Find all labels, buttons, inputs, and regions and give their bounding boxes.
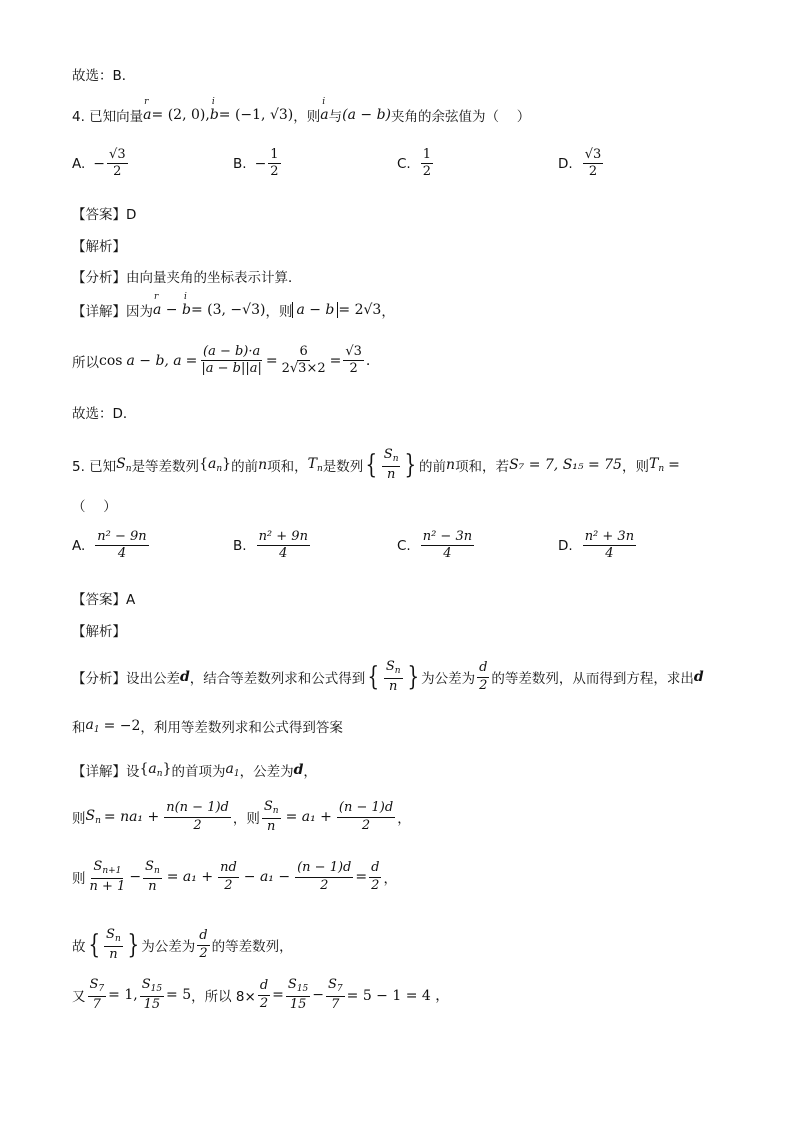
text: ， bbox=[381, 304, 395, 320]
fraction: $\frac{S_n}{n}$ bbox=[385, 659, 401, 694]
answer: 【答案】A bbox=[72, 592, 136, 608]
numerator: n² + 3n bbox=[583, 530, 636, 546]
fraction: $\frac{n(n - 1)d}{2}$ bbox=[166, 800, 229, 833]
analysis-heading bbox=[72, 620, 126, 640]
fraction: $\frac{(n - 1)d}{2}$ bbox=[297, 860, 352, 893]
answer-line bbox=[72, 588, 135, 608]
option-label: B. bbox=[233, 537, 247, 554]
denominator: 4 bbox=[605, 546, 614, 562]
analysis-line bbox=[72, 266, 302, 286]
text: 则 bbox=[72, 811, 86, 828]
option-a[interactable] bbox=[72, 530, 151, 562]
text: ，利用等差数列求和公式得到答案 bbox=[140, 720, 343, 736]
fraction: $\frac{S_7}{7}$ bbox=[328, 977, 343, 1012]
text: 与 bbox=[328, 109, 343, 125]
math: = a₁ + bbox=[166, 869, 214, 886]
text: ，则 bbox=[232, 811, 260, 828]
analysis-line: 【分析】设出公差 d ，结合等差数列求和公式得到 { $\frac{S_n}{n}$ } 为公差为 $\frac{d}{2}$ 的等差数列，从而得到方程，求出 d bbox=[72, 659, 704, 694]
option-b[interactable] bbox=[233, 148, 283, 180]
numerator: n² − 3n bbox=[421, 530, 474, 546]
numerator: (a − b)·a bbox=[201, 345, 262, 361]
option-label: D. bbox=[558, 537, 573, 554]
question-4 bbox=[72, 105, 530, 125]
math: $\{a_n\}$ bbox=[199, 456, 232, 475]
text: 为公差为 bbox=[141, 939, 196, 956]
math: = bbox=[668, 457, 680, 474]
denominator: |a − b||a| bbox=[201, 361, 262, 377]
text: 故选：B． bbox=[72, 68, 136, 84]
fraction: $\frac{S_n}{n}$ bbox=[263, 799, 279, 834]
option-label: B. bbox=[233, 155, 247, 172]
text: 【解析】 bbox=[72, 624, 126, 640]
fraction bbox=[257, 530, 310, 562]
analysis-line: 和 $a_1$ = −2 ，利用等差数列求和公式得到答案 bbox=[72, 717, 343, 736]
text: 所以 bbox=[72, 354, 99, 371]
text: ，则 bbox=[293, 109, 321, 125]
fraction: $\frac{d}{2}$ bbox=[199, 928, 208, 961]
text: ，则 bbox=[265, 304, 293, 320]
answer: 【答案】D bbox=[72, 207, 137, 223]
math: = na₁ + bbox=[103, 809, 160, 826]
fraction bbox=[583, 530, 636, 562]
option-label: D. bbox=[558, 155, 573, 172]
text: ，结合等差数列求和公式得到 bbox=[189, 671, 366, 688]
fraction: $\frac{S_{15}}{15}$ bbox=[287, 977, 309, 1012]
fraction bbox=[421, 530, 474, 562]
cos-line: 所以 cos a − b, a = $\frac{(a - b)\cdot a}{|a - b||a|}$ = $\frac{6}{2√3\times 2}$ = $\frac{√3}{2}$ . bbox=[72, 344, 371, 377]
option-label: C. bbox=[397, 537, 411, 554]
denominator: 2 bbox=[270, 164, 279, 180]
fraction bbox=[199, 345, 264, 377]
math: $S_n$ bbox=[116, 456, 132, 475]
math: (a − b) bbox=[342, 107, 391, 123]
text: 故 bbox=[72, 939, 86, 956]
text: 的前 bbox=[419, 459, 447, 476]
text: 【分析】设出公差 bbox=[72, 671, 180, 688]
math: = −2 bbox=[103, 718, 141, 734]
fraction: $\frac{d}{2}$ bbox=[479, 660, 488, 693]
text: 故选：D． bbox=[72, 406, 137, 422]
math: n bbox=[446, 457, 456, 474]
text: ，则 bbox=[621, 459, 649, 476]
fraction: $\frac{S_{n+1}}{n + 1}$ bbox=[89, 859, 126, 894]
math: = a₁ + bbox=[285, 809, 332, 826]
fraction bbox=[95, 530, 148, 562]
text: 又 bbox=[72, 989, 86, 1006]
text-line bbox=[72, 402, 136, 422]
denominator: 2 bbox=[349, 361, 358, 377]
analysis-heading bbox=[72, 235, 126, 255]
math: $T_n$ bbox=[648, 456, 665, 475]
math: a − b, a bbox=[126, 352, 182, 369]
text: 的等差数列，从而得到方程，求出 bbox=[491, 671, 694, 688]
fraction: $\frac{(n - 1)d}{2}$ bbox=[338, 800, 394, 833]
denominator: 2 bbox=[113, 164, 122, 180]
denominator: 4 bbox=[279, 546, 288, 562]
option-b[interactable] bbox=[233, 530, 312, 562]
math: − a₁ − bbox=[243, 869, 291, 886]
derivation-line bbox=[72, 978, 449, 1012]
text: 项和， bbox=[267, 459, 308, 476]
vector-a: r a bbox=[143, 107, 151, 123]
numerator: √3 bbox=[107, 148, 128, 164]
fraction bbox=[583, 148, 604, 180]
text: 夹角的余弦值为（ ） bbox=[391, 109, 531, 125]
numerator: n² + 9n bbox=[257, 530, 310, 546]
question-5: 5. 已知 $S_n$ 是等差数列 $\{a_n\}$ 的前 n 项和， $T_n$ 是数列 { $\frac{S_n}{n}$ } 的前 n 项和，若 S₇ = 7, S₁₅ = 75 ，则 $T_n$ = bbox=[72, 447, 680, 482]
fraction bbox=[107, 148, 128, 180]
math: n bbox=[258, 457, 268, 474]
vector-b: i b bbox=[182, 302, 191, 318]
math: = 2√3 bbox=[338, 302, 382, 318]
fraction bbox=[343, 345, 364, 377]
derivation-line: 故 { $\frac{S_n}{n}$ } 为公差为 $\frac{d}{2}$ 的等差数列， bbox=[72, 927, 293, 962]
answer-line bbox=[72, 203, 136, 223]
numerator: √3 bbox=[343, 345, 364, 361]
option-c[interactable] bbox=[397, 148, 435, 180]
numerator: 1 bbox=[421, 148, 433, 164]
vector-a: i a bbox=[320, 107, 328, 123]
derivation-line: 则 $S_n$ = na₁ + $\frac{n(n - 1)d}{2}$ ，则 $\frac{S_n}{n}$ = a₁ + $\frac{(n - 1)d}{2}$ ， bbox=[72, 799, 411, 834]
numerator: 1 bbox=[268, 148, 280, 164]
option-label: A. bbox=[72, 537, 86, 554]
math: = bbox=[272, 987, 284, 1004]
text: 【分析】由向量夹角的坐标表示计算． bbox=[72, 270, 302, 286]
question-number: 4. 已知向量 bbox=[72, 109, 144, 125]
math: = 5 − 1 = 4 ， bbox=[346, 988, 450, 1005]
math: S₇ = 7, S₁₅ = 75 bbox=[509, 457, 622, 474]
text: 【详解】设 bbox=[72, 764, 140, 780]
fraction: $\frac{S_n}{n}$ bbox=[383, 447, 399, 482]
text: ， bbox=[303, 764, 317, 780]
option-a[interactable] bbox=[72, 148, 130, 180]
text: ， bbox=[397, 811, 411, 828]
text-line bbox=[72, 64, 135, 84]
text: 【解析】 bbox=[72, 239, 126, 255]
numerator: n² − 9n bbox=[95, 530, 148, 546]
option-label: C. bbox=[397, 155, 411, 172]
denominator: 4 bbox=[117, 546, 127, 562]
sign: − bbox=[254, 155, 267, 172]
math: = (3, −√3) bbox=[190, 302, 266, 318]
text: 的前 bbox=[231, 459, 259, 476]
vector-a: r a bbox=[153, 302, 161, 318]
text: 则 bbox=[72, 871, 86, 888]
fraction: $\frac{S_n}{n}$ bbox=[145, 859, 160, 894]
denominator: 2 bbox=[422, 164, 431, 180]
text: 为公差为 bbox=[421, 671, 476, 688]
text-line bbox=[72, 495, 117, 515]
math: = (2, 0), bbox=[151, 107, 210, 123]
math: = 5 bbox=[166, 987, 192, 1004]
numerator: √3 bbox=[583, 148, 604, 164]
text: ，公差为 bbox=[239, 764, 294, 780]
fraction bbox=[421, 148, 433, 180]
derivation-line: 则 $\frac{S_{n+1}}{n + 1}$ − $\frac{S_n}{n}$ = a₁ + $\frac{nd}{2}$ − a₁ − $\frac{(n - 1)d}{2}$ = $\frac{d}{2}$ ， bbox=[72, 859, 397, 894]
math: = bbox=[355, 869, 368, 886]
text: 的首项为 bbox=[171, 764, 226, 780]
fraction: $\frac{S_{15}}{15}$ bbox=[141, 977, 163, 1012]
option-c[interactable] bbox=[397, 530, 476, 562]
vector-b: i b bbox=[210, 107, 219, 123]
text: 【详解】因为 bbox=[72, 304, 153, 320]
text: 是数列 bbox=[322, 459, 364, 476]
option-label: A. bbox=[72, 155, 86, 172]
denominator: 4 bbox=[443, 546, 452, 562]
sign: − bbox=[93, 155, 106, 172]
text: ，所以 8× bbox=[191, 989, 256, 1006]
fraction: $\frac{nd}{2}$ bbox=[220, 860, 237, 893]
numerator: 6 bbox=[297, 345, 309, 361]
text: 是等差数列 bbox=[131, 459, 200, 476]
math: $T_n$ bbox=[307, 456, 323, 475]
detail-line: 【详解】设 $\{a_n\}$ 的首项为 $a_1$ ，公差为 d ， bbox=[72, 761, 317, 780]
fraction bbox=[280, 345, 328, 377]
math: = (−1, √3) bbox=[218, 107, 294, 123]
math: − bbox=[312, 987, 324, 1004]
abs-value: a − b bbox=[292, 302, 338, 318]
text: ， bbox=[383, 871, 397, 888]
math: cos bbox=[99, 352, 123, 369]
math: . bbox=[365, 352, 371, 369]
denominator: 2 bbox=[588, 164, 598, 180]
text: 的等差数列， bbox=[211, 939, 293, 956]
fraction: $\frac{S_n}{n}$ bbox=[106, 927, 121, 962]
text: 项和，若 bbox=[455, 459, 510, 476]
fraction: $\frac{S_7}{7}$ bbox=[89, 977, 105, 1012]
fraction bbox=[268, 148, 280, 180]
option-d[interactable] bbox=[558, 530, 638, 562]
fraction: $\frac{d}{2}$ bbox=[259, 978, 269, 1011]
math: = 1, bbox=[108, 987, 138, 1004]
text: 和 bbox=[72, 720, 86, 736]
text: （ ） bbox=[72, 499, 117, 515]
option-d[interactable] bbox=[558, 148, 605, 180]
question-number: 5. 已知 bbox=[72, 459, 117, 476]
fraction: $\frac{d}{2}$ bbox=[371, 860, 380, 893]
detail-line: 【详解】因为 r a − i b = (3, −√3) ，则 a − b = 2√3 ， bbox=[72, 300, 395, 320]
denominator: 2√3×2 bbox=[281, 361, 326, 377]
